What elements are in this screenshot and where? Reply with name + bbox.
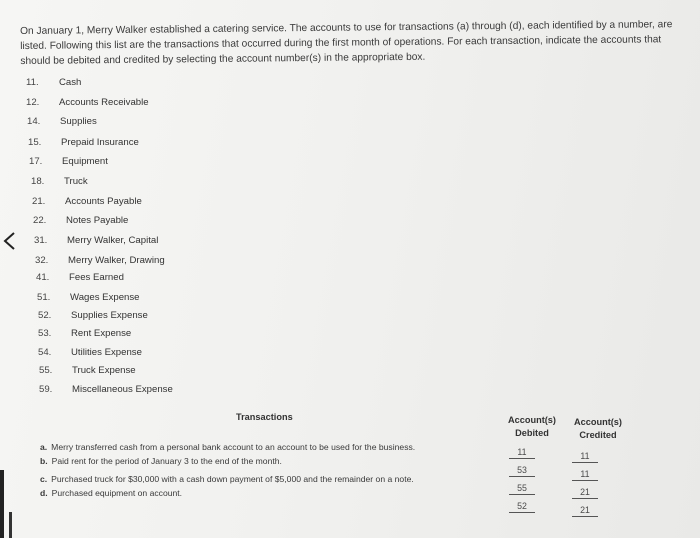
credited-column-header	[568, 416, 628, 442]
account-name: Fees Earned	[69, 272, 124, 283]
edge-decoration	[9, 512, 12, 538]
account-name: Merry Walker, Capital	[67, 235, 159, 246]
account-number: 12.	[26, 97, 40, 108]
transaction-description: Purchased truck for $30,000 with a cash down payment of $5,000 and the remainder on a note.	[51, 474, 414, 484]
account-number: 54.	[38, 347, 52, 358]
account-name: Cash	[59, 77, 82, 88]
transactions-heading: Transactions	[236, 412, 293, 422]
account-name: Notes Payable	[66, 215, 129, 226]
debited-header-line2: Debited	[515, 428, 549, 438]
account-number: 18.	[31, 176, 45, 187]
back-arrow-button[interactable]	[0, 230, 20, 252]
account-number: 59.	[39, 384, 53, 395]
transaction-row	[40, 488, 182, 498]
account-number: 53.	[38, 328, 52, 339]
account-name: Truck	[64, 176, 88, 187]
account-number: 22.	[33, 215, 47, 226]
debited-account-field[interactable]: 52	[509, 501, 535, 513]
credited-header-line1: Account(s)	[574, 417, 622, 427]
transaction-row	[40, 456, 282, 466]
account-name: Miscellaneous Expense	[72, 384, 173, 395]
debited-header-line1: Account(s)	[508, 415, 556, 425]
account-name: Merry Walker, Drawing	[68, 255, 165, 266]
account-name: Prepaid Insurance	[61, 137, 139, 148]
transaction-letter: d.	[40, 488, 48, 498]
account-name: Wages Expense	[70, 292, 140, 303]
account-number: 14.	[27, 116, 41, 127]
account-number: 21.	[32, 196, 46, 207]
account-number: 11.	[26, 77, 39, 88]
transaction-letter: b.	[40, 456, 48, 466]
account-name: Rent Expense	[71, 328, 132, 339]
account-name: Utilities Expense	[71, 347, 142, 358]
account-number: 51.	[37, 292, 51, 303]
account-number: 52.	[38, 310, 52, 321]
account-name: Supplies Expense	[71, 310, 148, 321]
account-name: Truck Expense	[72, 365, 136, 376]
credited-account-field[interactable]: 11	[572, 451, 598, 463]
account-name: Equipment	[62, 156, 108, 167]
credited-account-field[interactable]: 11	[572, 469, 598, 481]
account-number: 15.	[28, 137, 42, 148]
account-name: Accounts Payable	[65, 196, 142, 207]
transaction-letter: a.	[40, 442, 48, 452]
transaction-letter: c.	[40, 474, 48, 484]
account-number: 31.	[34, 235, 48, 246]
account-number: 55.	[39, 365, 53, 376]
credited-header-line2: Credited	[579, 430, 617, 440]
account-number: 17.	[29, 156, 43, 167]
transaction-description: Merry transferred cash from a personal bank account to an account to be used for the business.	[51, 442, 416, 452]
transaction-row	[40, 474, 414, 484]
transaction-row	[40, 442, 415, 452]
credited-account-field[interactable]: 21	[572, 505, 598, 517]
account-number: 41.	[36, 272, 50, 283]
account-name: Accounts Receivable	[59, 97, 149, 108]
debited-column-header	[503, 414, 561, 440]
debited-account-field[interactable]: 55	[509, 483, 535, 495]
account-number: 32.	[35, 255, 49, 266]
transaction-description: Purchased equipment on account.	[51, 488, 183, 498]
debited-account-field[interactable]: 11	[509, 447, 535, 459]
debited-account-field[interactable]: 53	[509, 465, 535, 477]
edge-decoration	[0, 470, 4, 538]
instructions-text: On January 1, Merry Walker established a catering service. The accounts to use for transactions (a) through (d), each identified by a number, are listed. Following this list are the transactions that occurred during the first month of operations. For each transaction, indicate the accounts that should be debited and credited by selecting the account number(s) in the appropriate box.	[20, 19, 673, 67]
credited-account-field[interactable]: 21	[572, 487, 598, 499]
account-name: Supplies	[60, 116, 97, 127]
transaction-description: Paid rent for the period of January 3 to the end of the month.	[51, 456, 282, 466]
chevron-left-icon	[0, 230, 20, 252]
